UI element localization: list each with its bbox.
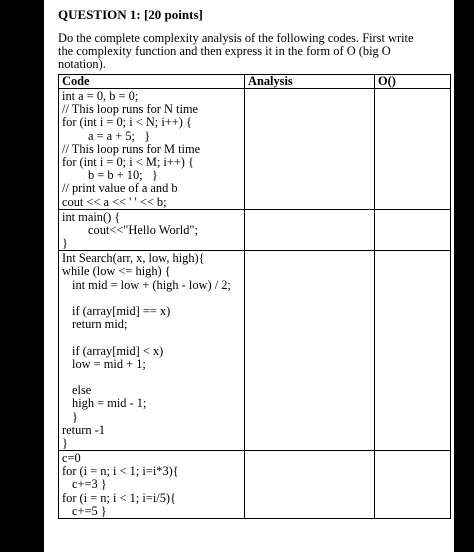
worksheet-page [44, 0, 454, 552]
big-o-cell[interactable] [375, 89, 451, 210]
table-row [59, 451, 451, 519]
table-row [59, 89, 451, 210]
code-line: high = mid - 1; [72, 396, 147, 411]
code-line [62, 331, 241, 344]
code-line: low = mid + 1; [72, 356, 146, 371]
code-line: cout<<"Hello World"; [88, 222, 198, 237]
header-analysis: Analysis [245, 75, 375, 89]
code-line: if (array[mid] == x) [72, 304, 171, 318]
code-line: int main() { [62, 209, 121, 224]
header-code: Code [59, 75, 245, 89]
code-line: // print value of a and b [62, 181, 178, 196]
code-line: int mid = low + (high - low) / 2; [72, 277, 231, 292]
code-line: } [62, 435, 68, 450]
code-line: c+=3 } [72, 477, 107, 492]
code-cell [59, 451, 245, 519]
code-line: for (int i = 0; i < M; i++) { [62, 154, 194, 169]
code-cell [59, 89, 245, 210]
code-line: Int Search(arr, x, low, high){ [62, 251, 205, 266]
code-line: } [72, 409, 78, 424]
instructions-line: notation). [58, 57, 106, 71]
code-block [59, 210, 244, 251]
code-line: for (i = n; i < 1; i=i/5){ [62, 490, 176, 505]
code-line: // This loop runs for M time [62, 141, 201, 156]
analysis-cell[interactable] [245, 209, 375, 251]
code-line: while (low <= high) { [62, 264, 171, 279]
complexity-table [58, 74, 451, 519]
code-line: for (i = n; i < 1; i=i*3){ [62, 464, 179, 479]
analysis-cell[interactable] [245, 251, 375, 451]
table-body [59, 89, 451, 519]
table-row [59, 251, 451, 451]
instructions-line: the complexity function and then express it in the form of O (big O [58, 44, 391, 58]
code-line: return mid; [72, 317, 128, 332]
table-row [59, 209, 451, 251]
code-line: } [62, 236, 68, 251]
big-o-cell[interactable] [375, 451, 451, 519]
table-header-row [59, 75, 451, 89]
code-line: if (array[mid] < x) [72, 343, 164, 358]
code-block [59, 89, 244, 209]
analysis-cell[interactable] [245, 451, 375, 519]
code-line: // This loop runs for N time [62, 102, 199, 117]
code-line: return -1 [62, 422, 106, 437]
code-line: a = a + 5; } [88, 128, 151, 143]
code-block [59, 451, 244, 518]
header-o: O() [375, 75, 451, 89]
code-line: c=0 [62, 451, 81, 466]
big-o-cell[interactable] [375, 251, 451, 451]
code-line: b = b + 10; } [88, 168, 158, 183]
code-cell [59, 209, 245, 251]
code-line: int a = 0, b = 0; [62, 89, 139, 103]
analysis-cell[interactable] [245, 89, 375, 210]
code-line: c+=5 } [72, 503, 107, 518]
code-line: else [72, 383, 92, 398]
instructions [58, 32, 448, 71]
instructions-line: Do the complete complexity analysis of the following codes. First write [58, 31, 414, 45]
code-cell [59, 251, 245, 451]
code-block [59, 251, 244, 450]
big-o-cell[interactable] [375, 209, 451, 251]
code-line: cout << a << ' ' << b; [62, 194, 167, 209]
code-line: for (int i = 0; i < N; i++) { [62, 115, 192, 130]
question-title: QUESTION 1: [20 points] [58, 7, 203, 22]
